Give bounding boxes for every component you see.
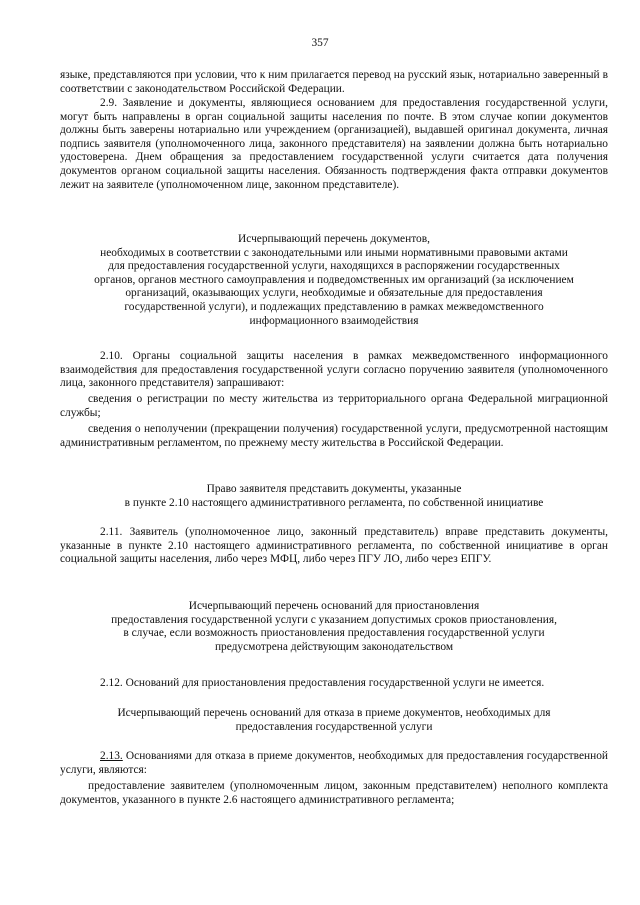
paragraph-2-10: 2.10. Органы социальной защиты населения в рамках межведомственного информационного взаимодействия для предоставления государственной услуги согласно поручению заявителя (уполномоченного лица, законного представителя) запрашивают: <box>60 350 608 390</box>
paragraph-2-13-number: 2.13. <box>100 750 123 762</box>
heading-refusal-grounds: Исчерпывающий перечень оснований для отказа в приеме документов, необходимых для предоставления государственной услуги <box>117 707 551 733</box>
paragraph-2-13-text: Основаниями для отказа в приеме документов, необходимых для предоставления государственной услуги, являются: <box>60 750 608 776</box>
paragraph-2-9: 2.9. Заявление и документы, являющиеся основанием для предоставления государственной услуги, могут быть направлены в орган социальной защиты населения по почте. В этом случае копии документов должны быть заверены нотариально или учреждением (организацией), выдавшей оригинал документа, личная подпись заявителя (уполномоченного лица, законного представителя) на заявлении должна быть нотариально удостоверена. Днем обращения за предоставлением государственной услуги считается дата получения документов органом социальной защиты населения. Обязанность подтверждения факта отправки документов лежит на заявителе (уполномоченном лице, законном представителе). <box>60 97 608 191</box>
paragraph-2-12: 2.12. Оснований для приостановления предоставления государственной услуги не имеется. <box>100 677 545 689</box>
paragraph-2-11: 2.11. Заявитель (уполномоченное лицо, законный представитель) вправе представить документы, указанные в пункте 2.10 настоящего административного регламента, по собственной инициативе в орган социальной защиты населения, либо через МФЦ, либо через ПГУ ЛО, либо через ЕПГУ. <box>60 526 608 566</box>
heading-documents-list: Исчерпывающий перечень документов, необходимых в соответствии с законодательными или иными нормативными правовыми актами для предоставления государственной услуги, находящихся в распоряжении государственных органов, органов местного самоуправления и подведомственных им организаций (за исключением организаций, оказывающих услуги, необходимые и обязательные для предоставления государственной услуги), и подлежащих представлению в рамках межведомственного информационного взаимодействия <box>94 233 574 327</box>
paragraph-2-13 <box>60 750 608 777</box>
heading-suspension-grounds: Исчерпывающий перечень оснований для приостановления предоставления государственной услуги с указанием допустимых сроков приостановления, в случае, если возможность приостановления предоставления государственной услуги предусмотрена действующим законодательством <box>111 600 557 653</box>
paragraph-2-10-item-non-receipt: сведения о неполучении (прекращении получения) государственной услуги, предусмотренной настоящим административным регламентом, по прежнему месту жительства в Российской Федерации. <box>60 423 608 449</box>
paragraph-2-10-item-registration: сведения о регистрации по месту жительства из территориального органа Федеральной миграционной службы; <box>60 393 608 419</box>
paragraph-2-13-item-incomplete: предоставление заявителем (уполномоченным лицом, законным представителем) неполного комплекта документов, указанного в пункте 2.6 настоящего административного регламента; <box>60 780 608 806</box>
heading-applicant-right: Право заявителя представить документы, указанные в пункте 2.10 настоящего административного регламента, по собственной инициативе <box>124 483 544 509</box>
page-number: 357 <box>311 37 329 49</box>
paragraph-continuation: языке, представляются при условии, что к ним прилагается перевод на русский язык, нотариально заверенный в соответствии с законодательством Российской Федерации. <box>60 69 608 95</box>
